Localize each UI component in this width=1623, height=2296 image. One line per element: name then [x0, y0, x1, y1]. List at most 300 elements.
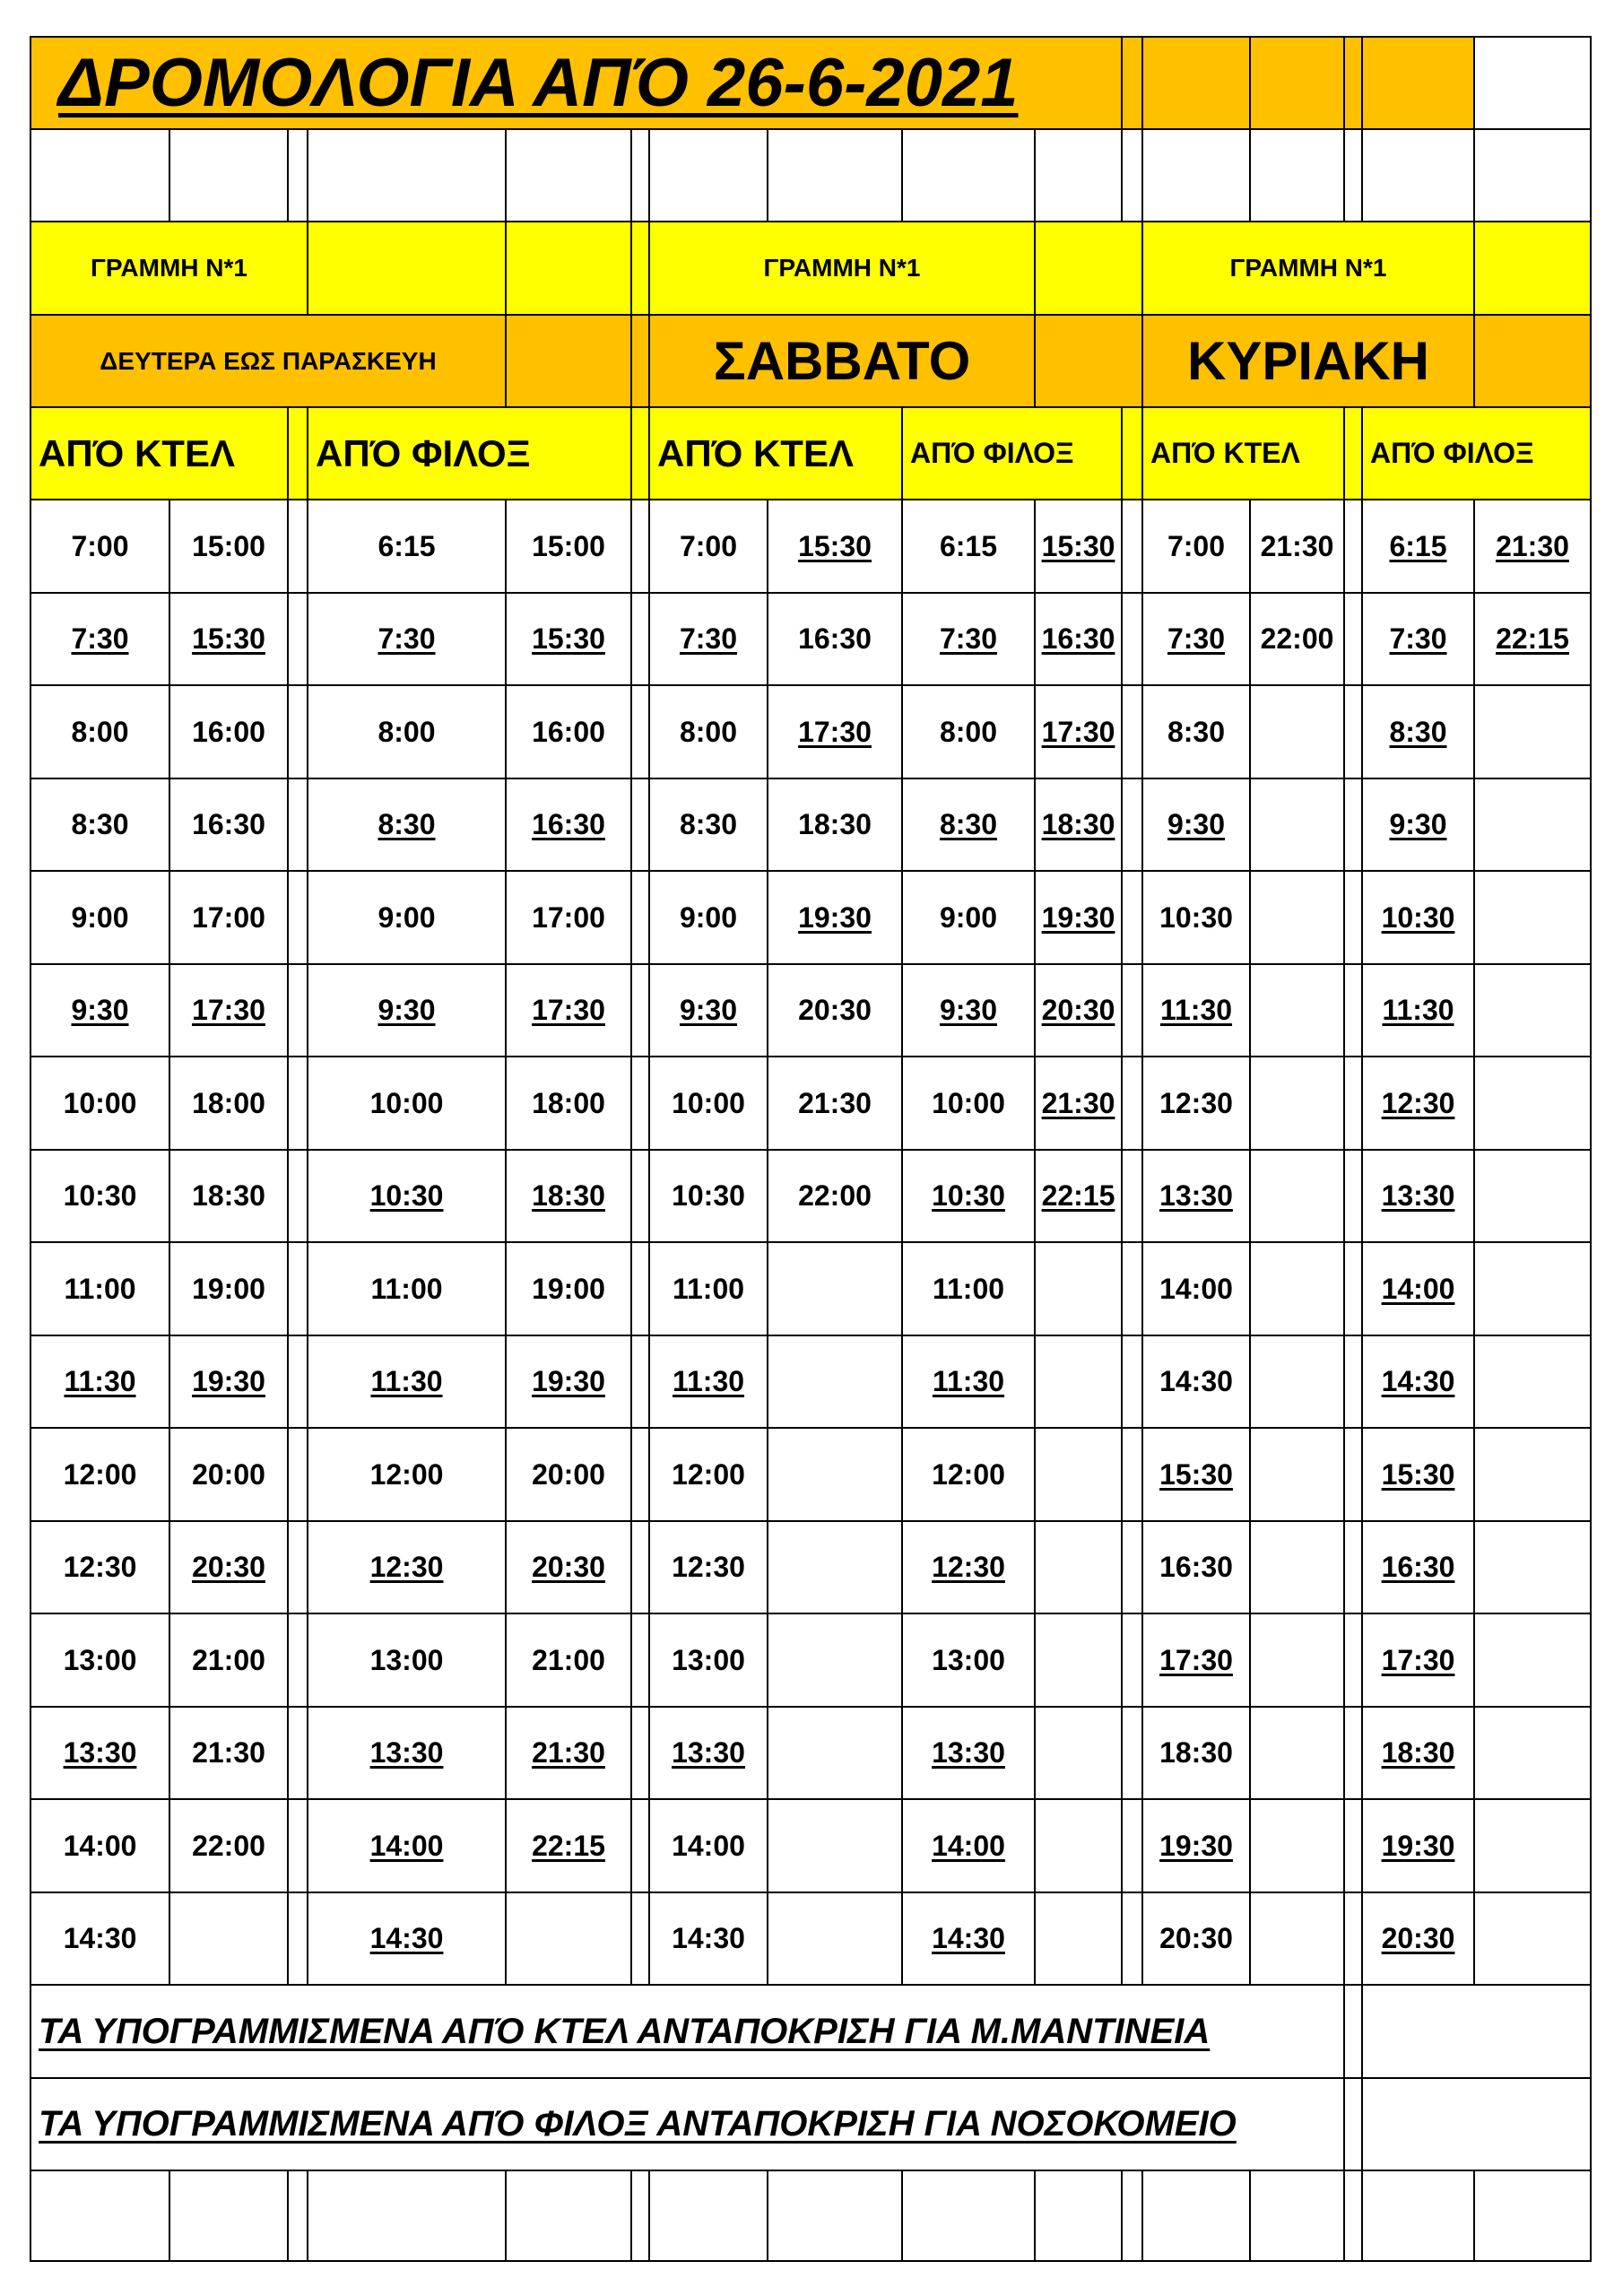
departure-time: 15:30 [1041, 529, 1115, 562]
time-cell [1141, 778, 1251, 872]
time-cell [648, 499, 768, 594]
departure-time: 22:00 [1260, 622, 1334, 655]
departure-time: 11:30 [932, 1365, 1005, 1397]
line-cell [1473, 221, 1592, 316]
time-cell [767, 870, 903, 965]
spacer-cell [287, 1335, 308, 1429]
departure-time: 10:00 [672, 1086, 745, 1119]
spacer-cell [630, 406, 650, 500]
time-cell [1361, 592, 1475, 686]
time-cell [1141, 1149, 1251, 1243]
departure-time: 8:30 [71, 808, 129, 840]
departure-time: 8:30 [679, 808, 738, 840]
time-cell [767, 684, 903, 779]
header-spacer [1121, 36, 1143, 130]
weekday-line-label [30, 221, 308, 316]
departure-time: 20:30 [532, 1551, 605, 1583]
line-cell [505, 221, 632, 316]
departure-time: 22:15 [532, 1829, 605, 1862]
departure-time: 14:00 [672, 1829, 745, 1862]
time-cell [901, 778, 1036, 872]
time-cell [169, 1427, 289, 1522]
time-cell [505, 684, 632, 779]
departure-time: 14:00 [63, 1829, 137, 1862]
departure-time: 9:00 [679, 900, 738, 934]
time-cell [307, 1798, 507, 1893]
time-cell [1473, 1056, 1592, 1151]
departure-time: 15:30 [1159, 1457, 1233, 1491]
time-cell [1473, 499, 1592, 594]
time-cell [1473, 684, 1592, 779]
time-cell [1141, 1520, 1251, 1614]
time-cell [767, 1149, 903, 1243]
departure-time: 16:00 [532, 715, 605, 748]
spacer-cell [287, 1706, 308, 1800]
departure-time: 21:00 [532, 1643, 605, 1676]
time-cell [1249, 1892, 1345, 1986]
time-cell [648, 1427, 768, 1522]
departure-time: 13:30 [63, 1736, 137, 1769]
time-cell [505, 1892, 632, 1986]
time-cell [901, 684, 1036, 779]
empty-cell [901, 128, 1036, 222]
spacer-cell [1343, 2170, 1363, 2262]
time-cell [901, 1335, 1036, 1429]
time-cell [30, 1892, 170, 1986]
cell-text: ΓΡΑΜΜΗ Ν*1 [763, 254, 921, 282]
line-cell [1034, 221, 1143, 316]
spacer-cell [287, 1241, 308, 1336]
sunday-from-ktel [1141, 406, 1345, 500]
time-cell [30, 1056, 170, 1151]
departure-time: 9:30 [71, 994, 129, 1026]
cell-text: ΚΥΡΙΑΚΗ [1186, 331, 1430, 391]
departure-time: 22:15 [1496, 622, 1569, 655]
departure-time: 17:30 [1381, 1643, 1455, 1676]
time-cell [1361, 870, 1475, 965]
spacer-cell [1121, 128, 1143, 222]
empty-cell [648, 128, 768, 222]
departure-time: 17:30 [192, 994, 265, 1026]
spacer-cell [630, 592, 650, 686]
departure-time: 20:30 [192, 1551, 265, 1583]
time-cell [901, 592, 1036, 686]
departure-time: 11:30 [1382, 994, 1454, 1026]
time-cell [169, 499, 289, 594]
time-cell [30, 870, 170, 965]
time-cell [648, 1892, 768, 1986]
cell-text: ΑΠΌ ΚΤΕΛ [39, 431, 235, 474]
time-cell [767, 1335, 903, 1429]
departure-time: 10:00 [369, 1086, 444, 1119]
departure-time: 10:30 [369, 1179, 444, 1212]
time-cell [1473, 1613, 1592, 1708]
spacer-cell [1121, 499, 1143, 594]
departure-time: 15:30 [798, 529, 872, 562]
time-cell [1034, 684, 1123, 779]
spacer-cell [1121, 592, 1143, 686]
departure-time: 19:30 [1159, 1829, 1233, 1862]
note-filox [30, 2077, 1345, 2171]
spacer-cell [1343, 1892, 1363, 1986]
departure-time: 10:30 [63, 1179, 137, 1212]
time-cell [169, 592, 289, 686]
spacer-cell [1121, 1613, 1143, 1708]
time-cell [767, 499, 903, 594]
time-cell [30, 778, 170, 872]
time-cell [901, 1149, 1036, 1243]
time-cell [1034, 1892, 1123, 1986]
departure-time: 13:30 [1159, 1179, 1233, 1212]
time-cell [1473, 1335, 1592, 1429]
spacer-cell [1121, 1149, 1143, 1243]
time-cell [307, 1706, 507, 1800]
time-cell [1473, 963, 1592, 1057]
departure-time: 14:30 [63, 1922, 137, 1954]
departure-time: 8:00 [939, 715, 998, 748]
time-cell [648, 1798, 768, 1893]
time-cell [1473, 1149, 1592, 1243]
spacer-cell [1121, 684, 1143, 779]
spacer-cell [287, 499, 308, 594]
time-cell [505, 1520, 632, 1614]
spacer-cell [630, 1335, 650, 1429]
empty-cell [1473, 2170, 1592, 2262]
time-cell [169, 1520, 289, 1614]
time-cell [30, 684, 170, 779]
time-cell [1361, 499, 1475, 594]
time-cell [1141, 1892, 1251, 1986]
time-cell [30, 592, 170, 686]
time-cell [901, 1056, 1036, 1151]
empty-cell [1141, 2170, 1251, 2262]
empty-cell [767, 128, 903, 222]
departure-time: 13:30 [369, 1736, 444, 1769]
time-cell [1034, 499, 1123, 594]
time-cell [169, 1613, 289, 1708]
spacer-cell [1121, 1241, 1143, 1336]
time-cell [505, 1613, 632, 1708]
departure-time: 11:00 [64, 1272, 136, 1305]
header-cell [1361, 36, 1475, 130]
time-cell [169, 1335, 289, 1429]
time-cell [1473, 1241, 1592, 1336]
time-cell [1034, 1520, 1123, 1614]
time-cell [169, 870, 289, 965]
empty-cell [1361, 1984, 1592, 2079]
departure-time: 11:30 [1159, 994, 1233, 1026]
time-cell [648, 778, 768, 872]
cell-text: ΣΑΒΒΑΤΟ [713, 331, 971, 391]
departure-time: 6:15 [1389, 529, 1447, 562]
spacer-cell [287, 128, 308, 222]
departure-time: 14:00 [369, 1829, 444, 1862]
time-cell [767, 963, 903, 1057]
time-cell [901, 1892, 1036, 1986]
departure-time: 8:30 [1389, 715, 1447, 748]
time-cell [1361, 778, 1475, 872]
cell-text: ΑΠΌ ΚΤΕΛ [657, 431, 854, 474]
departure-time: 20:00 [532, 1457, 605, 1491]
time-cell [1473, 778, 1592, 872]
day-cell [1473, 314, 1592, 408]
spacer-cell [630, 1706, 650, 1800]
spacer-cell [287, 592, 308, 686]
spacer-cell [630, 684, 650, 779]
departure-time: 8:00 [71, 715, 129, 748]
spacer-cell [630, 1798, 650, 1893]
departure-time: 21:30 [192, 1736, 265, 1769]
spacer-cell [1343, 963, 1363, 1057]
time-cell [30, 1335, 170, 1429]
weekday-from-filox [307, 406, 632, 500]
time-cell [1361, 1892, 1475, 1986]
cell-text: ΑΠΌ ΦΙΛΟΞ [316, 431, 531, 474]
saturday-label [648, 314, 1036, 408]
time-cell [169, 778, 289, 872]
departure-time: 14:00 [1381, 1272, 1455, 1305]
departure-time: 13:00 [672, 1643, 745, 1676]
empty-cell [1141, 128, 1251, 222]
departure-time: 15:30 [1381, 1457, 1455, 1491]
departure-time: 10:00 [63, 1086, 137, 1119]
departure-time: 20:30 [1159, 1922, 1233, 1954]
departure-time: 21:00 [192, 1643, 265, 1676]
spacer-cell [287, 963, 308, 1057]
time-cell [767, 1613, 903, 1708]
departure-time: 12:30 [672, 1551, 745, 1583]
time-cell [1249, 1149, 1345, 1243]
empty-cell [1249, 128, 1345, 222]
departure-time: 11:00 [370, 1272, 443, 1305]
time-cell [1361, 1335, 1475, 1429]
time-cell [505, 870, 632, 965]
empty-cell [1249, 2170, 1345, 2262]
time-cell [505, 1149, 632, 1243]
departure-time: 14:30 [1159, 1365, 1233, 1397]
spacer-cell [1121, 1798, 1143, 1893]
departure-time: 7:30 [1167, 622, 1226, 655]
empty-cell [1473, 128, 1592, 222]
spacer-cell [1121, 778, 1143, 872]
time-cell [1249, 963, 1345, 1057]
cell-text: ΑΠΌ ΦΙΛΟΞ [1370, 437, 1534, 469]
time-cell [169, 1706, 289, 1800]
time-cell [648, 1241, 768, 1336]
departure-time: 16:30 [532, 808, 605, 840]
departure-time: 10:00 [932, 1086, 1005, 1119]
departure-time: 8:30 [939, 808, 998, 840]
departure-time: 7:30 [679, 622, 738, 655]
time-cell [1473, 1892, 1592, 1986]
spacer-cell [630, 963, 650, 1057]
departure-time: 20:00 [192, 1457, 265, 1491]
time-cell [648, 963, 768, 1057]
departure-time: 19:30 [1381, 1829, 1455, 1862]
time-cell [1249, 778, 1345, 872]
time-cell [1034, 1149, 1123, 1243]
departure-time: 16:30 [798, 622, 872, 655]
time-cell [169, 1149, 289, 1243]
departure-time: 12:00 [932, 1457, 1005, 1491]
time-cell [169, 963, 289, 1057]
spacer-cell [287, 1892, 308, 1986]
time-cell [1141, 1241, 1251, 1336]
departure-time: 17:00 [192, 900, 265, 934]
time-cell [307, 963, 507, 1057]
spacer-cell [1343, 1149, 1363, 1243]
departure-time: 13:00 [369, 1643, 444, 1676]
departure-time: 15:30 [192, 622, 265, 655]
departure-time: 18:30 [1041, 808, 1115, 840]
departure-time: 12:00 [63, 1457, 137, 1491]
spacer-cell [1121, 1427, 1143, 1522]
time-cell [505, 1335, 632, 1429]
spacer-cell [287, 870, 308, 965]
time-cell [1141, 1427, 1251, 1522]
departure-time: 13:30 [1381, 1179, 1455, 1212]
time-cell [1141, 1613, 1251, 1708]
departure-time: 10:30 [932, 1179, 1005, 1212]
line-cell [307, 221, 507, 316]
time-cell [1141, 1706, 1251, 1800]
time-cell [1473, 1520, 1592, 1614]
departure-time: 16:30 [1041, 622, 1115, 655]
empty-cell [901, 2170, 1036, 2262]
time-cell [169, 1241, 289, 1336]
departure-time: 19:00 [192, 1272, 265, 1305]
time-cell [901, 1706, 1036, 1800]
spacer-cell [630, 1613, 650, 1708]
time-cell [30, 499, 170, 594]
spacer-cell [1343, 778, 1363, 872]
spacer-cell [630, 870, 650, 965]
departure-time: 14:30 [369, 1922, 444, 1954]
time-cell [1034, 1056, 1123, 1151]
time-cell [1034, 1613, 1123, 1708]
time-cell [767, 778, 903, 872]
empty-cell [307, 2170, 507, 2262]
departure-time: 21:30 [1260, 529, 1334, 562]
spacer-cell [1343, 1798, 1363, 1893]
time-cell [648, 1149, 768, 1243]
time-cell [901, 870, 1036, 965]
time-cell [767, 1798, 903, 1893]
departure-time: 11:00 [672, 1272, 745, 1305]
departure-time: 13:30 [932, 1736, 1005, 1769]
time-cell [1473, 1798, 1592, 1893]
time-cell [1361, 963, 1475, 1057]
empty-cell [767, 2170, 903, 2262]
time-cell [307, 1149, 507, 1243]
departure-time: 17:00 [532, 900, 605, 934]
empty-cell [169, 2170, 289, 2262]
spacer-cell [287, 406, 308, 500]
time-cell [1361, 1427, 1475, 1522]
departure-time: 11:30 [672, 1365, 745, 1397]
time-cell [1034, 1798, 1123, 1893]
time-cell [1249, 870, 1345, 965]
departure-time: 15:00 [532, 529, 605, 562]
time-cell [307, 1892, 507, 1986]
spacer-cell [1121, 406, 1143, 500]
departure-time: 18:30 [532, 1179, 605, 1212]
spacer-cell [1343, 684, 1363, 779]
time-cell [901, 1613, 1036, 1708]
departure-time: 14:00 [932, 1829, 1005, 1862]
time-cell [1034, 870, 1123, 965]
departure-time: 7:00 [1167, 529, 1226, 562]
departure-time: 8:30 [1167, 715, 1226, 748]
spacer-cell [1343, 406, 1363, 500]
departure-time: 7:00 [71, 529, 129, 562]
header-cell [1249, 36, 1345, 130]
departure-time: 6:15 [378, 529, 436, 562]
spacer-cell [1343, 1984, 1363, 2079]
time-cell [1249, 1706, 1345, 1800]
time-cell [1361, 1056, 1475, 1151]
empty-cell [1034, 128, 1123, 222]
time-cell [901, 1241, 1036, 1336]
departure-time: 14:30 [672, 1922, 745, 1954]
spacer-cell [1343, 1613, 1363, 1708]
time-cell [767, 1427, 903, 1522]
day-cell [505, 314, 632, 408]
time-cell [1249, 592, 1345, 686]
time-cell [767, 1706, 903, 1800]
time-cell [648, 1613, 768, 1708]
empty-cell [307, 128, 507, 222]
time-cell [1473, 1427, 1592, 1522]
spacer-cell [1121, 1056, 1143, 1151]
empty-cell [648, 2170, 768, 2262]
departure-time: 8:00 [378, 715, 436, 748]
time-cell [169, 1056, 289, 1151]
time-cell [1361, 684, 1475, 779]
time-cell [30, 1798, 170, 1893]
time-cell [307, 684, 507, 779]
spacer-cell [630, 1520, 650, 1614]
departure-time: 12:30 [63, 1551, 137, 1583]
note-ktel [30, 1984, 1345, 2079]
header-spacer [1343, 36, 1363, 130]
departure-time: 12:30 [1381, 1086, 1455, 1119]
day-cell [1034, 314, 1143, 408]
departure-time: 12:00 [369, 1457, 444, 1491]
time-cell [767, 1520, 903, 1614]
time-cell [30, 1427, 170, 1522]
departure-time: 20:30 [1381, 1922, 1455, 1954]
departure-time: 17:30 [1159, 1643, 1233, 1676]
spacer-cell [630, 2170, 650, 2262]
spacer-cell [630, 1892, 650, 1986]
spacer-cell [630, 499, 650, 594]
time-cell [901, 963, 1036, 1057]
time-cell [1141, 870, 1251, 965]
empty-cell [1361, 2170, 1475, 2262]
sunday-from-filox [1361, 406, 1592, 500]
departure-time: 6:15 [939, 529, 998, 562]
departure-time: 21:30 [1041, 1086, 1115, 1119]
time-cell [505, 1706, 632, 1800]
note-filox-text: ΤΑ ΥΠΟΓΡΑΜΜΙΣΜΕΝΑ ΑΠΌ ΦΙΛΟΞ ΑΝΤΑΠΟΚΡΙΣΗ ΓΙΑ ΝΟΣΟΚΟΜΕΙΟ [39, 2104, 1237, 2144]
time-cell [307, 1241, 507, 1336]
time-cell [1034, 1706, 1123, 1800]
time-cell [1249, 1427, 1345, 1522]
time-cell [901, 1520, 1036, 1614]
time-cell [767, 592, 903, 686]
spacer-cell [287, 1613, 308, 1708]
